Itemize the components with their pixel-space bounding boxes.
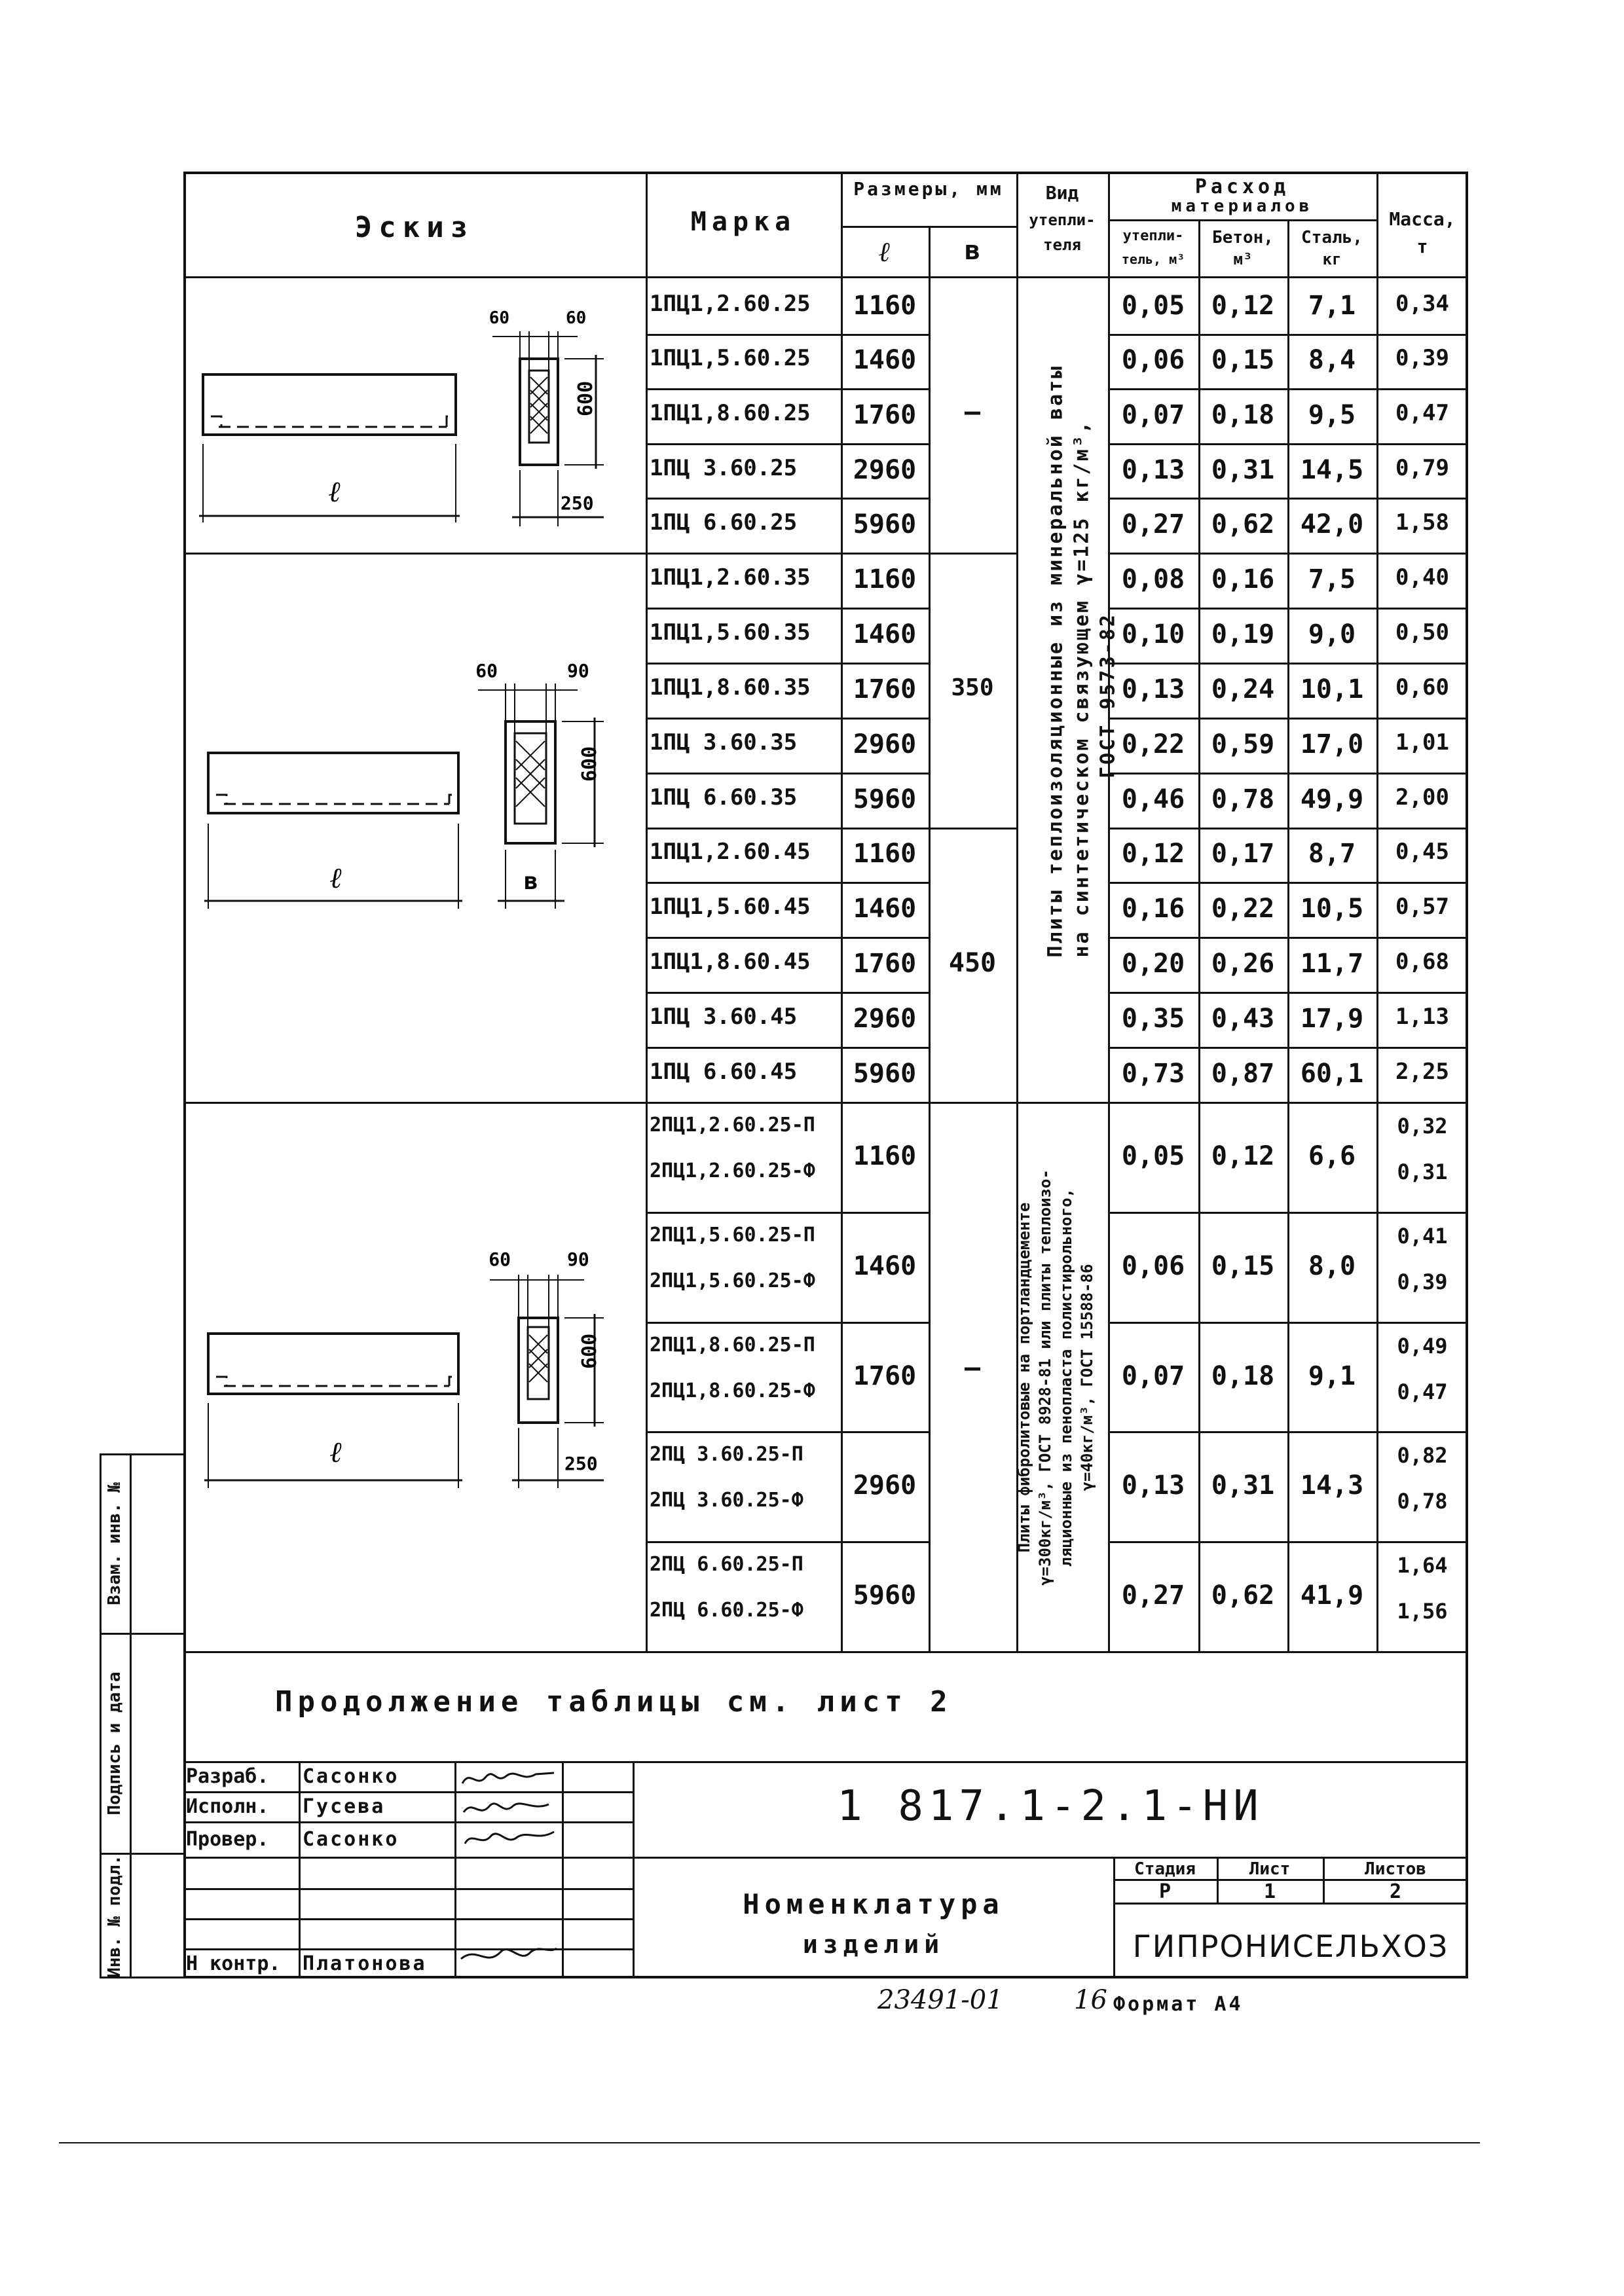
- table-row-mass: 0,40: [1395, 564, 1449, 591]
- table-row-mass-f: 0,78: [1397, 1489, 1448, 1514]
- header-sub-insul-1: утепли-: [1122, 228, 1184, 244]
- stage-label: Стадия: [1134, 1859, 1196, 1879]
- continuation-bottom: [183, 1761, 1468, 1763]
- row-line: [1108, 937, 1468, 939]
- row-line: [646, 1431, 929, 1433]
- table-row-mark-f: 2ПЦ 6.60.25-Ф: [650, 1599, 803, 1622]
- table-row-mass-p: 0,82: [1397, 1443, 1448, 1468]
- table-row-mark: 1ПЦ 6.60.45: [650, 1059, 798, 1085]
- table-row-insul: 0,12: [1121, 839, 1185, 869]
- panel-section: [506, 721, 555, 843]
- name-executor: Гусева: [303, 1795, 386, 1818]
- group1-bottom: [183, 553, 1016, 555]
- stage-value: Р: [1158, 1880, 1172, 1903]
- table-row-mass-f: 0,31: [1397, 1159, 1448, 1184]
- row-line: [646, 1541, 929, 1543]
- table-row-mark-f: 2ПЦ1,2.60.25-Ф: [650, 1159, 815, 1182]
- table-row-l: 5960: [853, 1580, 917, 1611]
- table-row-steel: 7,5: [1308, 564, 1356, 594]
- dim-top-left: 60: [489, 308, 509, 328]
- table-row-mass-p: 0,49: [1397, 1333, 1448, 1358]
- footer-sheet-no: 16: [1074, 1985, 1107, 2015]
- document-code: 1 817.1-2.1-НИ: [837, 1782, 1264, 1831]
- table-row-insul: 0,16: [1121, 894, 1185, 924]
- group2-mid-right: [1108, 828, 1468, 829]
- table-row-insul: 0,06: [1121, 1250, 1185, 1281]
- row-line: [1108, 773, 1468, 774]
- table-row-concrete: 0,18: [1211, 400, 1275, 430]
- footer-rule: [59, 2142, 1480, 2143]
- name-control: Платонова: [303, 1952, 427, 1975]
- table-row-l: 5960: [853, 784, 917, 814]
- group2-insul-line-3: ГОСТ 9573-82: [1096, 613, 1120, 778]
- col-line-insul: [1198, 219, 1200, 1651]
- table-row-mass-f: 0,47: [1397, 1379, 1448, 1404]
- table-row-l: 2960: [853, 729, 917, 759]
- table-row-concrete: 0,78: [1211, 784, 1275, 814]
- table-row-concrete: 0,24: [1211, 674, 1275, 704]
- table-row-mass: 0,45: [1395, 839, 1449, 866]
- row-line: [646, 334, 929, 336]
- side-sign-date: Подпись и дата: [105, 1671, 124, 1815]
- row-line: [646, 663, 929, 665]
- table-row-mark-f: 2ПЦ1,8.60.25-Ф: [650, 1379, 815, 1402]
- header-consumption-1: Расход: [1194, 175, 1290, 198]
- table-row-mark: 1ПЦ1,2.60.45: [650, 839, 811, 866]
- row-line: [646, 1322, 929, 1324]
- table-row-concrete: 0,43: [1211, 1004, 1275, 1034]
- consumption-sub-line: [1108, 219, 1376, 221]
- role-checker: Провер.: [186, 1828, 269, 1851]
- table-row-mark-p: 2ПЦ1,5.60.25-П: [650, 1223, 815, 1247]
- col-line-l: [929, 226, 931, 1651]
- table-row-concrete: 0,19: [1211, 619, 1275, 649]
- table-row-insul: 0,27: [1121, 1580, 1185, 1611]
- table-row-mark: 1ПЦ1,2.60.35: [650, 564, 811, 591]
- table-row-mark-f: 2ПЦ1,5.60.25-Ф: [650, 1269, 815, 1292]
- side-stamp-divider: [130, 1453, 132, 1978]
- tb-row-2: [183, 1821, 633, 1823]
- dim-height: 600: [578, 746, 601, 782]
- group2-bottom: [183, 1102, 1468, 1104]
- table-row-mass: 1,58: [1395, 509, 1449, 536]
- organization: ГИПРОНИСЕЛЬХОЗ: [1132, 1929, 1449, 1964]
- footer-handwritten: 23491-01: [877, 1985, 1003, 2015]
- dim-width: в: [524, 868, 538, 895]
- dim-height: 600: [578, 1333, 601, 1369]
- row-line: [1108, 882, 1468, 884]
- insulation-line: [211, 416, 454, 427]
- tb-row-1: [183, 1791, 633, 1793]
- table-row-mass-p: 0,32: [1397, 1114, 1448, 1139]
- table-row-mass: 0,39: [1395, 345, 1449, 372]
- table-row-mark: 1ПЦ 6.60.35: [650, 784, 798, 811]
- table-row-steel: 8,0: [1308, 1250, 1356, 1281]
- table-row-insul: 0,06: [1121, 345, 1185, 376]
- table-row-concrete: 0,59: [1211, 729, 1275, 759]
- sketch-group3: [185, 1104, 643, 1649]
- side-inv-no-orig: Инв. № подл.: [105, 1855, 124, 1978]
- header-sub-steel-2: кг: [1322, 250, 1342, 268]
- table-row-l: 1460: [853, 894, 917, 924]
- insulation-line: [216, 1377, 457, 1386]
- table-row-mark: 1ПЦ1,8.60.35: [650, 674, 811, 701]
- group1-bottom-right: [1108, 553, 1468, 555]
- table-row-mass: 2,25: [1395, 1059, 1449, 1085]
- dim-width: 250: [561, 492, 594, 514]
- signatures: [457, 1762, 559, 1976]
- tb-col-3: [562, 1761, 564, 1978]
- table-row-mark: 1ПЦ1,5.60.45: [650, 894, 811, 920]
- table-row-insul: 0,13: [1121, 674, 1185, 704]
- tb-row-6: [183, 1948, 633, 1950]
- table-row-concrete: 0,22: [1211, 894, 1275, 924]
- dim-length: ℓ: [330, 1436, 342, 1469]
- table-row-mass: 0,34: [1395, 290, 1449, 317]
- header-sub-concrete-1: Бетон,: [1212, 228, 1274, 247]
- table-row-l: 1160: [853, 1140, 917, 1171]
- table-row-mass: 0,50: [1395, 619, 1449, 646]
- header-mark: Марка: [690, 207, 796, 237]
- table-row-steel: 17,9: [1300, 1004, 1364, 1034]
- name-developer: Сасонко: [303, 1765, 399, 1788]
- row-line: [646, 608, 929, 610]
- dim-top-right: 60: [566, 308, 587, 328]
- group1-b-value: —: [964, 397, 981, 427]
- table-row-steel: 8,7: [1308, 839, 1356, 869]
- doc-title-line-2: изделий: [802, 1930, 945, 1959]
- table-row-insul: 0,13: [1121, 1470, 1185, 1501]
- group2-b-450: 450: [948, 948, 997, 978]
- header-sizes: Размеры, мм: [853, 178, 1004, 200]
- table-row-mark: 1ПЦ1,5.60.35: [650, 619, 811, 646]
- group3-insul-line-1: Плиты фибролитовые на портландцементе: [1015, 1202, 1033, 1553]
- table-row-mark: 1ПЦ 3.60.25: [650, 454, 798, 481]
- sketch-group1: [185, 279, 643, 550]
- header-insul-kind-2: утепли-: [1029, 211, 1096, 229]
- header-consumption-2: материалов: [1171, 196, 1314, 216]
- header-insul-kind-1: Вид: [1045, 182, 1079, 204]
- dim-length: ℓ: [329, 475, 341, 509]
- panel-elevation: [208, 1334, 458, 1394]
- table-row-concrete: 0,87: [1211, 1059, 1275, 1089]
- table-row-insul: 0,35: [1121, 1004, 1185, 1034]
- table-row-mass: 1,01: [1395, 729, 1449, 756]
- table-row-steel: 49,9: [1300, 784, 1364, 814]
- sheets-value: 2: [1389, 1880, 1402, 1903]
- tb-col-1: [299, 1761, 301, 1978]
- table-row-insul: 0,73: [1121, 1059, 1185, 1089]
- row-line: [1108, 1541, 1468, 1543]
- row-line: [646, 773, 929, 774]
- role-executor: Исполн.: [186, 1795, 269, 1818]
- side-replace-inv: Взам. инв. №: [105, 1482, 124, 1605]
- header-mass-1: Масса,: [1389, 208, 1456, 230]
- header-size-l: ℓ: [879, 236, 891, 268]
- insulation-section: [515, 733, 546, 824]
- row-line: [646, 937, 929, 939]
- tb-row-4: [183, 1888, 633, 1890]
- table-row-steel: 9,5: [1308, 400, 1356, 430]
- table-row-l: 1460: [853, 619, 917, 649]
- table-row-mark: 1ПЦ 3.60.45: [650, 1004, 798, 1030]
- dim-height: 600: [574, 380, 597, 416]
- insulation-section: [528, 1327, 549, 1399]
- table-row-steel: 41,9: [1300, 1580, 1364, 1611]
- table-row-mark: 1ПЦ1,8.60.45: [650, 949, 811, 975]
- table-row-insul: 0,05: [1121, 290, 1185, 321]
- table-row-steel: 11,7: [1300, 949, 1364, 979]
- table-row-l: 1160: [853, 564, 917, 594]
- table-row-concrete: 0,12: [1211, 290, 1275, 321]
- sheet-value: 1: [1263, 1880, 1276, 1903]
- footer-format: Формат А4: [1113, 1993, 1244, 2016]
- table-row-l: 1760: [853, 400, 917, 430]
- dim-top-right: 90: [567, 1248, 589, 1270]
- table-row-l: 1460: [853, 345, 917, 376]
- table-row-mass-p: 0,41: [1397, 1223, 1448, 1248]
- row-line: [646, 992, 929, 994]
- row-line: [1108, 498, 1468, 500]
- group2-insul-line-1: Плиты теплоизоляционные из минеральной ваты: [1044, 364, 1067, 958]
- table-row-insul: 0,08: [1121, 564, 1185, 594]
- row-line: [1108, 1431, 1468, 1433]
- table-row-mark: 1ПЦ1,8.60.25: [650, 400, 811, 426]
- row-line: [1108, 1212, 1468, 1214]
- table-row-mass: 2,00: [1395, 784, 1449, 811]
- header-sketch: Эскиз: [354, 211, 475, 244]
- table-row-l: 5960: [853, 1059, 917, 1089]
- col-line-sketch: [646, 172, 648, 1651]
- header-insul-kind-3: теля: [1043, 236, 1081, 254]
- row-line: [1108, 608, 1468, 610]
- table-row-steel: 10,5: [1300, 894, 1364, 924]
- dim-top-left: 60: [475, 660, 498, 682]
- group3-insul-line-3: ляционные из пенопласта полистирольного,: [1057, 1188, 1075, 1567]
- table-row-steel: 17,0: [1300, 729, 1364, 759]
- table-row-concrete: 0,17: [1211, 839, 1275, 869]
- tb-col-4: [633, 1761, 635, 1978]
- row-line: [646, 882, 929, 884]
- table-row-l: 5960: [853, 509, 917, 540]
- row-line: [1108, 334, 1468, 336]
- header-sub-concrete-2: м³: [1233, 250, 1253, 268]
- row-line: [1108, 443, 1468, 445]
- table-row-steel: 14,5: [1300, 454, 1364, 485]
- table-row-insul: 0,20: [1121, 949, 1185, 979]
- table-row-steel: 10,1: [1300, 674, 1364, 704]
- table-row-l: 2960: [853, 1004, 917, 1034]
- col-line-mark: [841, 172, 843, 1651]
- group2-mid: [646, 828, 1016, 829]
- table-row-mass: 1,13: [1395, 1004, 1449, 1030]
- table-row-l: 1160: [853, 290, 917, 321]
- dim-length: ℓ: [330, 862, 342, 895]
- table-row-mark-f: 2ПЦ 3.60.25-Ф: [650, 1489, 803, 1512]
- table-row-l: 1760: [853, 949, 917, 979]
- table-row-concrete: 0,18: [1211, 1360, 1275, 1391]
- table-row-mark-p: 2ПЦ 6.60.25-П: [650, 1553, 803, 1576]
- dim-top-right: 90: [567, 660, 589, 682]
- role-developer: Разраб.: [186, 1765, 269, 1788]
- row-line: [646, 498, 929, 500]
- table-row-steel: 7,1: [1308, 290, 1356, 321]
- row-line: [1108, 388, 1468, 390]
- row-line: [646, 718, 929, 720]
- sketch-group2: [185, 555, 643, 1100]
- row-line: [646, 388, 929, 390]
- table-row-mass-f: 1,56: [1397, 1599, 1448, 1624]
- dim-width: 250: [564, 1453, 598, 1474]
- table-row-l: 1760: [853, 674, 917, 704]
- insulation-line: [216, 795, 457, 804]
- table-row-mark-p: 2ПЦ1,8.60.25-П: [650, 1333, 815, 1357]
- tb-row-5: [183, 1918, 633, 1920]
- table-row-mass-f: 0,39: [1397, 1269, 1448, 1294]
- header-bottom-line: [183, 276, 1468, 278]
- row-line: [1108, 663, 1468, 665]
- table-row-l: 1160: [853, 839, 917, 869]
- group3-b-value: —: [964, 1353, 981, 1383]
- table-row-insul: 0,22: [1121, 729, 1185, 759]
- table-row-concrete: 0,26: [1211, 949, 1275, 979]
- table-row-insul: 0,07: [1121, 400, 1185, 430]
- row-line: [646, 443, 929, 445]
- table-row-mark: 1ПЦ1,5.60.25: [650, 345, 811, 372]
- continuation-note: Продолжение таблицы см. лист 2: [275, 1685, 953, 1719]
- tb-col-2: [454, 1761, 456, 1978]
- table-row-mark: 1ПЦ 3.60.35: [650, 729, 798, 756]
- panel-elevation: [203, 374, 456, 435]
- header-sub-insul-2: тель, м³: [1121, 251, 1185, 267]
- table-row-steel: 60,1: [1300, 1059, 1364, 1089]
- row-line: [646, 1212, 929, 1214]
- table-row-steel: 9,1: [1308, 1360, 1356, 1391]
- table-row-concrete: 0,15: [1211, 345, 1275, 376]
- table-row-mark: 1ПЦ 6.60.25: [650, 509, 798, 536]
- row-line: [646, 1047, 929, 1049]
- table-row-mass: 0,60: [1395, 674, 1449, 701]
- header-mass-2: т: [1416, 236, 1428, 257]
- group2-insul-line-2: на синтетическом связующем γ=125 кг/м³,: [1070, 420, 1094, 958]
- header-sub-steel-1: Сталь,: [1301, 228, 1363, 247]
- group3-insul-line-2: γ=300кг/м³, ГОСТ 8928-81 или плиты теплоизо-: [1036, 1169, 1054, 1586]
- table-row-steel: 14,3: [1300, 1470, 1364, 1501]
- name-checker: Сасонко: [303, 1828, 399, 1851]
- table-row-mark: 1ПЦ1,2.60.25: [650, 290, 811, 317]
- sheets-label: Листов: [1365, 1859, 1426, 1879]
- table-row-insul: 0,13: [1121, 454, 1185, 485]
- tb-row-3: [183, 1857, 1468, 1859]
- table-bottom: [183, 1651, 1468, 1653]
- role-control: Н контр.: [186, 1952, 281, 1975]
- table-row-insul: 0,46: [1121, 784, 1185, 814]
- row-line: [1108, 1047, 1468, 1049]
- table-row-mark-p: 2ПЦ 3.60.25-П: [650, 1443, 803, 1467]
- table-row-insul: 0,10: [1121, 619, 1185, 649]
- table-row-concrete: 0,62: [1211, 1580, 1275, 1611]
- table-row-l: 2960: [853, 454, 917, 485]
- table-row-mark-p: 2ПЦ1,2.60.25-П: [650, 1114, 815, 1137]
- row-line: [1108, 718, 1468, 720]
- table-row-mass: 0,57: [1395, 894, 1449, 920]
- table-row-l: 1760: [853, 1360, 917, 1391]
- doc-title-line-1: Номенклатура: [743, 1888, 1005, 1920]
- table-row-mass: 0,79: [1395, 454, 1449, 481]
- table-row-mass-p: 1,64: [1397, 1553, 1448, 1578]
- table-row-steel: 6,6: [1308, 1140, 1356, 1171]
- table-row-concrete: 0,16: [1211, 564, 1275, 594]
- tb-stage-col: [1113, 1857, 1115, 1978]
- panel-section: [519, 1318, 558, 1423]
- table-row-concrete: 0,12: [1211, 1140, 1275, 1171]
- col-line-steel: [1376, 172, 1378, 1651]
- col-line-concrete: [1287, 219, 1289, 1651]
- table-row-mass: 0,68: [1395, 949, 1449, 975]
- table-row-insul: 0,27: [1121, 509, 1185, 540]
- table-row-concrete: 0,62: [1211, 509, 1275, 540]
- side-stamp-row-1: [100, 1633, 186, 1635]
- table-row-concrete: 0,31: [1211, 1470, 1275, 1501]
- table-row-concrete: 0,31: [1211, 454, 1275, 485]
- header-size-b: в: [964, 236, 981, 266]
- table-row-concrete: 0,15: [1211, 1250, 1275, 1281]
- table-row-steel: 8,4: [1308, 345, 1356, 376]
- table-row-insul: 0,05: [1121, 1140, 1185, 1171]
- row-line: [1108, 992, 1468, 994]
- group3-insul-line-4: γ=40кг/м³, ГОСТ 15588-86: [1078, 1264, 1096, 1491]
- table-row-steel: 9,0: [1308, 619, 1356, 649]
- sheet-label: Лист: [1249, 1859, 1291, 1879]
- table-row-l: 2960: [853, 1470, 917, 1501]
- dim-top-left: 60: [489, 1248, 511, 1270]
- table-row-l: 1460: [853, 1250, 917, 1281]
- table-row-steel: 42,0: [1300, 509, 1364, 540]
- table-row-insul: 0,07: [1121, 1360, 1185, 1391]
- table-row-mass: 0,47: [1395, 400, 1449, 426]
- row-line: [1108, 1322, 1468, 1324]
- group2-b-350: 350: [951, 674, 994, 701]
